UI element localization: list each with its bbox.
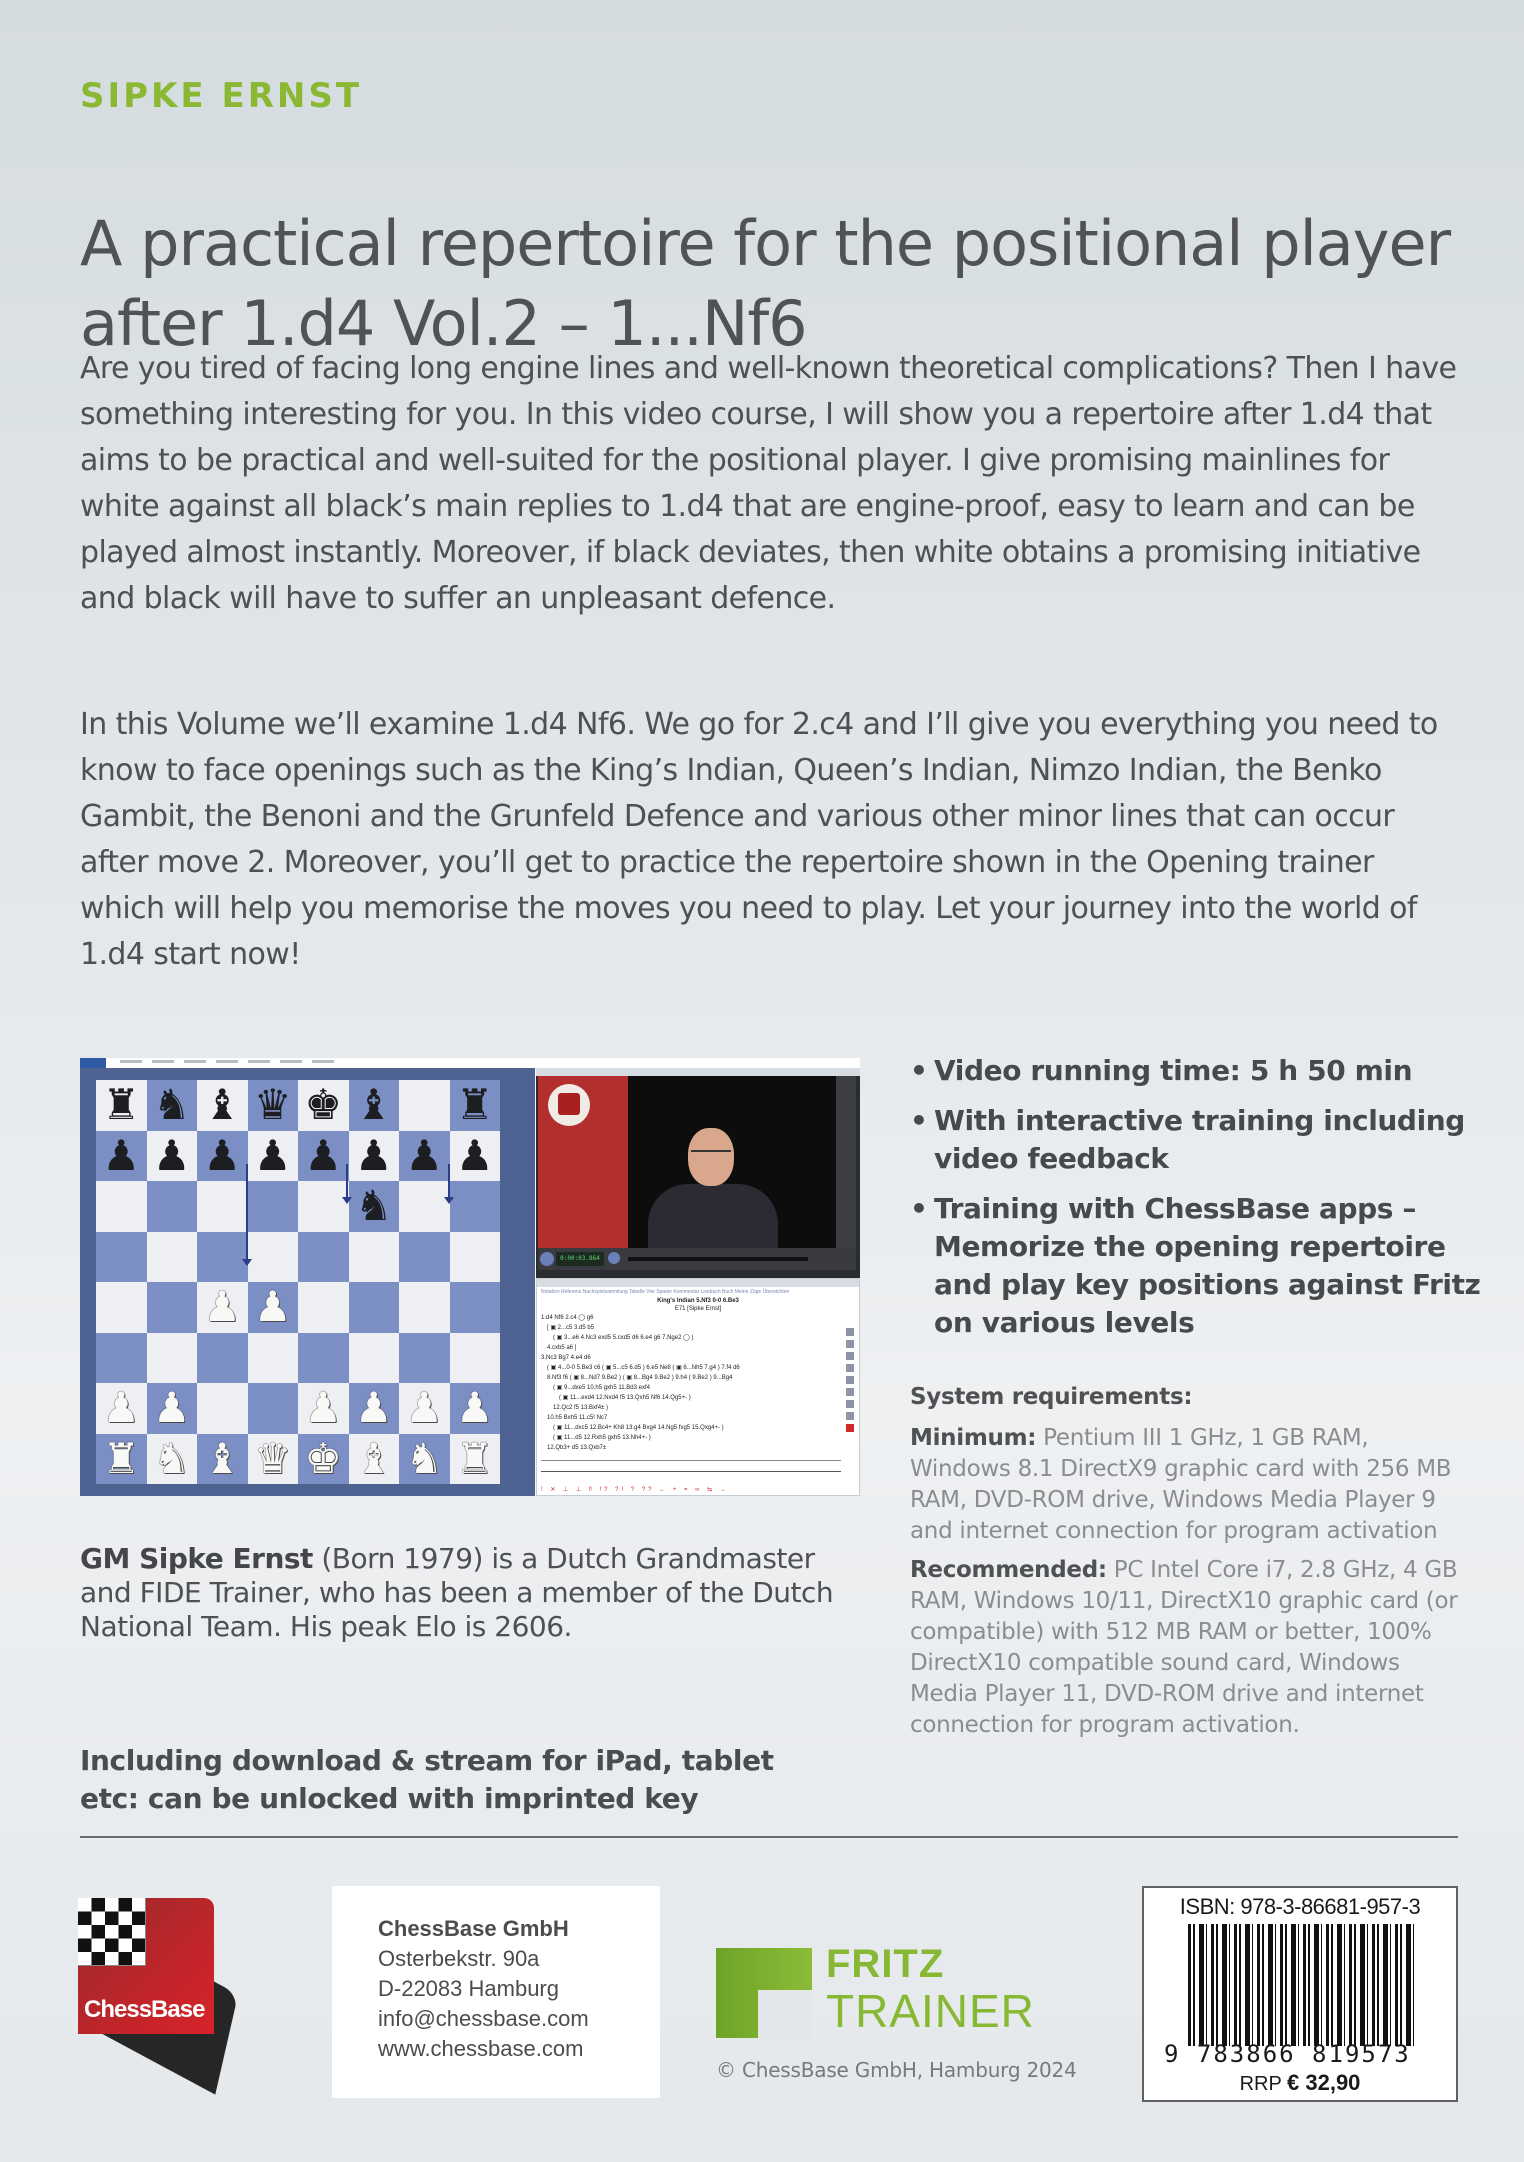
notation-title: King's Indian 5.Nf3 0-0 6.Be3	[657, 1298, 739, 1304]
evaluation-graph	[541, 1460, 841, 1481]
board-square[interactable]	[147, 1282, 198, 1333]
notation-line[interactable]: ( ▣ 3...e6 4.Nc3 exd5 5.cxd5 d6 6.e4 g6 7.Nge2 ◯ )	[553, 1335, 694, 1341]
isbn: ISBN: 978-3-86681-957-3	[1179, 1894, 1421, 1919]
notation-line[interactable]: 3.Nc3 Bg7 4.e4 d6	[541, 1355, 591, 1361]
board-square[interactable]	[349, 1333, 400, 1384]
tool-icon[interactable]	[846, 1364, 854, 1372]
board-square[interactable]	[450, 1383, 501, 1434]
chessbase-logo-text: ChessBase	[84, 1996, 205, 2023]
feature-item: • With interactive training including video feedback	[910, 1102, 1500, 1178]
notation-line[interactable]: 12.Qc2 f5 13.Bxf4± )	[553, 1405, 608, 1411]
black-piece-icon[interactable]: ♟	[405, 1131, 444, 1179]
white-piece-icon[interactable]: ♟	[253, 1283, 292, 1331]
notation-tabs[interactable]: Notation Referenz Nachspielsammlung Tabelle Vier Spieler Kommentar Livebuch Buch Meine Züge Übersichten	[541, 1289, 790, 1295]
notation-line[interactable]: [ ▣ 2...c5 3.d5 b5	[547, 1325, 595, 1331]
white-piece-icon[interactable]: ♟	[203, 1283, 242, 1331]
notation-line[interactable]: ( ▣ 11...exd4 12.Nxd4 f5 13.Qxh5 Nf6 14.Qg5+- )	[559, 1395, 691, 1401]
white-piece-icon[interactable]: ♜	[102, 1434, 141, 1482]
chessboard-frame	[80, 1068, 535, 1496]
black-piece-icon[interactable]: ♟	[455, 1131, 494, 1179]
publisher-city: D-22083 Hamburg	[378, 1976, 559, 2001]
board-square[interactable]	[298, 1080, 349, 1131]
board-square[interactable]	[450, 1434, 501, 1485]
board-square[interactable]	[147, 1080, 198, 1131]
tool-icon[interactable]	[846, 1340, 854, 1348]
board-square[interactable]	[298, 1232, 349, 1283]
board-square[interactable]	[450, 1333, 501, 1384]
board-square[interactable]	[197, 1181, 248, 1232]
board-square[interactable]	[298, 1434, 349, 1485]
black-piece-icon[interactable]: ♟	[152, 1131, 191, 1179]
software-screenshot	[80, 1058, 860, 1496]
black-piece-icon[interactable]: ♟	[354, 1131, 393, 1179]
video-progress-bar[interactable]	[628, 1257, 808, 1261]
board-square[interactable]	[399, 1181, 450, 1232]
board-square[interactable]	[399, 1434, 450, 1485]
notation-line[interactable]: ( ▣ 11...dxc5 12.Bc4+ Kh8 13.g4 Bxg4 14.Ng5 fxg5 15.Qxg4+- )	[553, 1425, 724, 1431]
video-frame	[538, 1076, 836, 1248]
barcode-label	[1142, 1886, 1458, 2102]
tool-icon[interactable]	[846, 1400, 854, 1408]
board-square[interactable]	[399, 1282, 450, 1333]
black-piece-icon[interactable]: ♝	[203, 1081, 242, 1129]
board-square[interactable]	[248, 1080, 299, 1131]
volume-slider[interactable]	[836, 1076, 856, 1248]
board-square[interactable]	[349, 1434, 400, 1485]
board-square[interactable]	[96, 1181, 147, 1232]
chessboard	[96, 1080, 500, 1484]
board-square[interactable]	[450, 1282, 501, 1333]
board-square[interactable]	[96, 1333, 147, 1384]
board-square[interactable]	[96, 1131, 147, 1182]
white-piece-icon[interactable]: ♟	[354, 1384, 393, 1432]
notation-toolbar	[843, 1325, 857, 1445]
fritz-trainer-logo	[716, 1942, 1116, 2048]
author-name: SIPKE ERNST	[80, 76, 363, 116]
notation-line[interactable]: 4.cxb5 a6 ]	[547, 1345, 577, 1351]
black-piece-icon[interactable]: ♜	[455, 1081, 494, 1129]
board-square[interactable]	[197, 1383, 248, 1434]
publisher-website[interactable]: www.chessbase.com	[378, 2036, 584, 2061]
board-square[interactable]	[96, 1383, 147, 1434]
board-square[interactable]	[399, 1333, 450, 1384]
tool-icon[interactable]	[846, 1424, 854, 1432]
board-square[interactable]	[197, 1333, 248, 1384]
bio-text: (Born 1979) is a Dutch Grandmaster and FIDE Trainer, who has been a member of the Dutch National Team. His peak Elo is 2606.	[80, 1542, 834, 1643]
board-square[interactable]	[399, 1232, 450, 1283]
board-square[interactable]	[248, 1232, 299, 1283]
chessbase-logo	[78, 1898, 268, 2078]
board-square[interactable]	[450, 1232, 501, 1283]
board-square[interactable]	[298, 1282, 349, 1333]
board-square[interactable]	[349, 1383, 400, 1434]
board-square[interactable]	[298, 1181, 349, 1232]
move-arrow-e7e6	[346, 1164, 348, 1200]
black-piece-icon[interactable]: ♟	[102, 1131, 141, 1179]
tool-icon[interactable]	[846, 1328, 854, 1336]
white-piece-icon[interactable]: ♜	[455, 1434, 494, 1482]
board-square[interactable]	[96, 1232, 147, 1283]
black-piece-icon[interactable]: ♟	[253, 1131, 292, 1179]
checkerboard-icon	[78, 1898, 146, 1966]
video-player[interactable]	[536, 1068, 860, 1278]
app-menubar	[80, 1058, 860, 1068]
white-piece-icon[interactable]: ♛	[253, 1434, 292, 1482]
author-bio	[80, 1542, 860, 1644]
board-square[interactable]	[197, 1282, 248, 1333]
feature-list	[910, 1052, 1500, 1354]
board-square[interactable]	[147, 1232, 198, 1283]
price	[1144, 2070, 1456, 2096]
divider	[80, 1836, 1458, 1838]
board-square[interactable]	[399, 1383, 450, 1434]
tool-icon[interactable]	[846, 1388, 854, 1396]
system-requirements	[910, 1382, 1470, 1749]
white-piece-icon[interactable]: ♞	[152, 1434, 191, 1482]
board-square[interactable]	[248, 1282, 299, 1333]
notation-line[interactable]: ( ▣ 11...d5 12.Rxh5 gxh5 13.Nh4+- )	[553, 1435, 651, 1441]
board-square[interactable]	[96, 1434, 147, 1485]
download-note: Including download & stream for iPad, tablet etc: can be unlocked with imprinted key	[80, 1744, 774, 1815]
publisher-name: ChessBase GmbH	[378, 1916, 569, 1941]
white-piece-icon[interactable]: ♟	[455, 1384, 494, 1432]
rewind-icon[interactable]	[608, 1252, 620, 1264]
rrp-label: RRP	[1239, 2073, 1282, 2095]
white-piece-icon[interactable]: ♟	[304, 1384, 343, 1432]
video-titlebar	[536, 1068, 860, 1076]
feature-item: • Video running time: 5 h 50 min	[910, 1052, 1500, 1090]
board-square[interactable]	[197, 1131, 248, 1182]
white-piece-icon[interactable]: ♝	[354, 1434, 393, 1482]
board-square[interactable]	[298, 1131, 349, 1182]
board-square[interactable]	[450, 1131, 501, 1182]
board-square[interactable]	[298, 1383, 349, 1434]
sysreq-recommended	[910, 1555, 1470, 1741]
board-square[interactable]	[96, 1282, 147, 1333]
notation-subtitle: E71 [Sipke Ernst]	[674, 1306, 722, 1312]
description-paragraph-1: Are you tired of facing long engine lines and well-known theoretical complications? Then I have something interesting for you. In this video course, I will show you a repertoire after 1.d4 that aims to be practical and well-suited for the positional player. I give promising mainlines for white against all black’s main replies to 1.d4 that are engine-proof, easy to learn and can be played almost instantly. Moreover, if black deviates, then white obtains a promising initiative and black will have to suffer an unpleasant defence.	[80, 351, 1457, 616]
black-piece-icon[interactable]: ♞	[354, 1182, 393, 1230]
notation-line[interactable]: ( ▣ 4...0-0 5.Be3 c6 ( ▣ 5...c5 6.d5 ) 6.e5 Ne8 ( ▣ 6...Nh5 7.g4 ) 7.f4 d6	[547, 1365, 740, 1371]
product-title: A practical repertoire for the positional player after 1.d4 Vol.2 – 1...Nf6	[80, 206, 1451, 360]
board-square[interactable]	[349, 1131, 400, 1182]
brand-line-2: TRAINER	[826, 1985, 1035, 2037]
video-timecode: 0:00:03.864	[556, 1252, 604, 1266]
board-square[interactable]	[248, 1333, 299, 1384]
board-square[interactable]	[399, 1080, 450, 1131]
black-piece-icon[interactable]: ♟	[203, 1131, 242, 1179]
board-square[interactable]	[248, 1434, 299, 1485]
white-piece-icon[interactable]: ♟	[152, 1384, 191, 1432]
notation-line[interactable]: ( ▣ 9...dxe5 10.h5 gxh5 11.Bd3 exf4	[553, 1385, 650, 1391]
board-square[interactable]	[248, 1383, 299, 1434]
copyright: © ChessBase GmbH, Hamburg 2024	[716, 2058, 1077, 2082]
move-arrow-g7g6	[448, 1164, 450, 1200]
sysreq-minimum	[910, 1423, 1470, 1547]
publisher-email[interactable]: info@chessbase.com	[378, 2006, 589, 2031]
board-square[interactable]	[197, 1232, 248, 1283]
barcode-icon	[1188, 1924, 1416, 2046]
minimum-label: Minimum:	[910, 1425, 1037, 1451]
board-square[interactable]	[197, 1080, 248, 1131]
notation-titlebar	[537, 1279, 859, 1287]
white-piece-icon[interactable]: ♟	[102, 1384, 141, 1432]
sysreq-heading: System requirements:	[910, 1384, 1193, 1410]
board-square[interactable]	[147, 1434, 198, 1485]
feature-item: • Training with ChessBase apps – Memorize the opening repertoire and play key positions against Fritz on various levels	[910, 1190, 1500, 1342]
brand-line-1: FRITZ	[826, 1942, 945, 1986]
board-square[interactable]	[147, 1383, 198, 1434]
board-square[interactable]	[197, 1434, 248, 1485]
white-piece-icon[interactable]: ♝	[203, 1434, 242, 1482]
white-piece-icon[interactable]: ♚	[304, 1434, 343, 1482]
board-square[interactable]	[450, 1181, 501, 1232]
black-piece-icon[interactable]: ♝	[354, 1081, 393, 1129]
board-square[interactable]	[349, 1282, 400, 1333]
notation-moves	[537, 1313, 859, 1453]
video-controls	[538, 1248, 856, 1270]
description-paragraph-2: In this Volume we’ll examine 1.d4 Nf6. We go for 2.c4 and I’ll give you everything you need to know to face openings such as the King’s Indian, Queen’s Indian, Nimzo Indian, the Benko Gambit, the Benoni and the Grunfeld Defence and various other minor lines that can occur after move 2. Moreover, you’ll get to practice the repertoire shown in the Opening trainer which will help you memorise the moves you need to play. Let your journey into the world of 1.d4 start now!	[80, 707, 1438, 972]
black-piece-icon[interactable]: ♜	[102, 1081, 141, 1129]
notation-line[interactable]: 12.Qb3+ d5 13.Qxb7±	[547, 1445, 607, 1451]
board-square[interactable]	[147, 1181, 198, 1232]
recommended-text: PC Intel Core i7, 2.8 GHz, 4 GB RAM, Windows 10/11, DirectX10 graphic card (or compatible) with 512 MB RAM or better, 100% DirectX10 compatible sound card, Windows Media Player 11, DVD-ROM drive and internet connection for program activation.	[910, 1557, 1458, 1738]
tool-icon[interactable]	[846, 1376, 854, 1384]
tool-icon[interactable]	[846, 1412, 854, 1420]
board-square[interactable]	[96, 1080, 147, 1131]
chessbase-logo-icon	[548, 1084, 590, 1126]
minimum-text: Pentium III 1 GHz, 1 GB RAM, Windows 8.1 DirectX9 graphic card with 256 MB RAM, DVD-ROM drive, Windows Media Player 9 and internet connection for program activation	[910, 1425, 1452, 1544]
white-piece-icon[interactable]: ♟	[405, 1384, 444, 1432]
play-icon[interactable]	[540, 1252, 554, 1266]
black-piece-icon[interactable]: ♟	[304, 1131, 343, 1179]
black-piece-icon[interactable]: ♚	[304, 1081, 343, 1129]
annotation-symbols-bar[interactable]: ! ✕ ⊥ ⊥ ‼ !? ?! ? ?? ← + = ∞ ⇆ →	[541, 1487, 729, 1493]
board-square[interactable]	[248, 1181, 299, 1232]
board-square[interactable]	[349, 1080, 400, 1131]
price-value: € 32,90	[1287, 2070, 1361, 2095]
black-piece-icon[interactable]: ♛	[253, 1081, 292, 1129]
board-square[interactable]	[147, 1333, 198, 1384]
board-square[interactable]	[349, 1232, 400, 1283]
board-square[interactable]	[399, 1131, 450, 1182]
notation-line[interactable]: 8.Nf3 f6 ( ▣ 8...Nd7 9.Be2 ) ( ▣ 8...Bg4 9.Be2 ) 9.h4 ( 9.Be2 ) 9...Bg4	[547, 1375, 733, 1381]
notation-panel	[536, 1278, 860, 1496]
board-square[interactable]	[147, 1131, 198, 1182]
recommended-label: Recommended:	[910, 1557, 1107, 1583]
board-square[interactable]	[349, 1181, 400, 1232]
tool-icon[interactable]	[846, 1352, 854, 1360]
barcode-digits: 9 783866 819573	[1164, 2040, 1411, 2068]
black-piece-icon[interactable]: ♞	[152, 1081, 191, 1129]
board-square[interactable]	[450, 1080, 501, 1131]
notation-line[interactable]: 1.d4 Nf6 2.c4 ◯ g6	[541, 1315, 594, 1321]
move-arrow-c7c5	[246, 1164, 248, 1262]
board-square[interactable]	[298, 1333, 349, 1384]
board-square[interactable]	[248, 1131, 299, 1182]
notation-line[interactable]: 10.h5 Bxh5 11.c5! Nc7	[547, 1415, 608, 1421]
publisher-street: Osterbekstr. 90a	[378, 1946, 540, 1971]
white-piece-icon[interactable]: ♞	[405, 1434, 444, 1482]
publisher-address	[332, 1886, 660, 2098]
bio-name: GM Sipke Ernst	[80, 1542, 313, 1575]
